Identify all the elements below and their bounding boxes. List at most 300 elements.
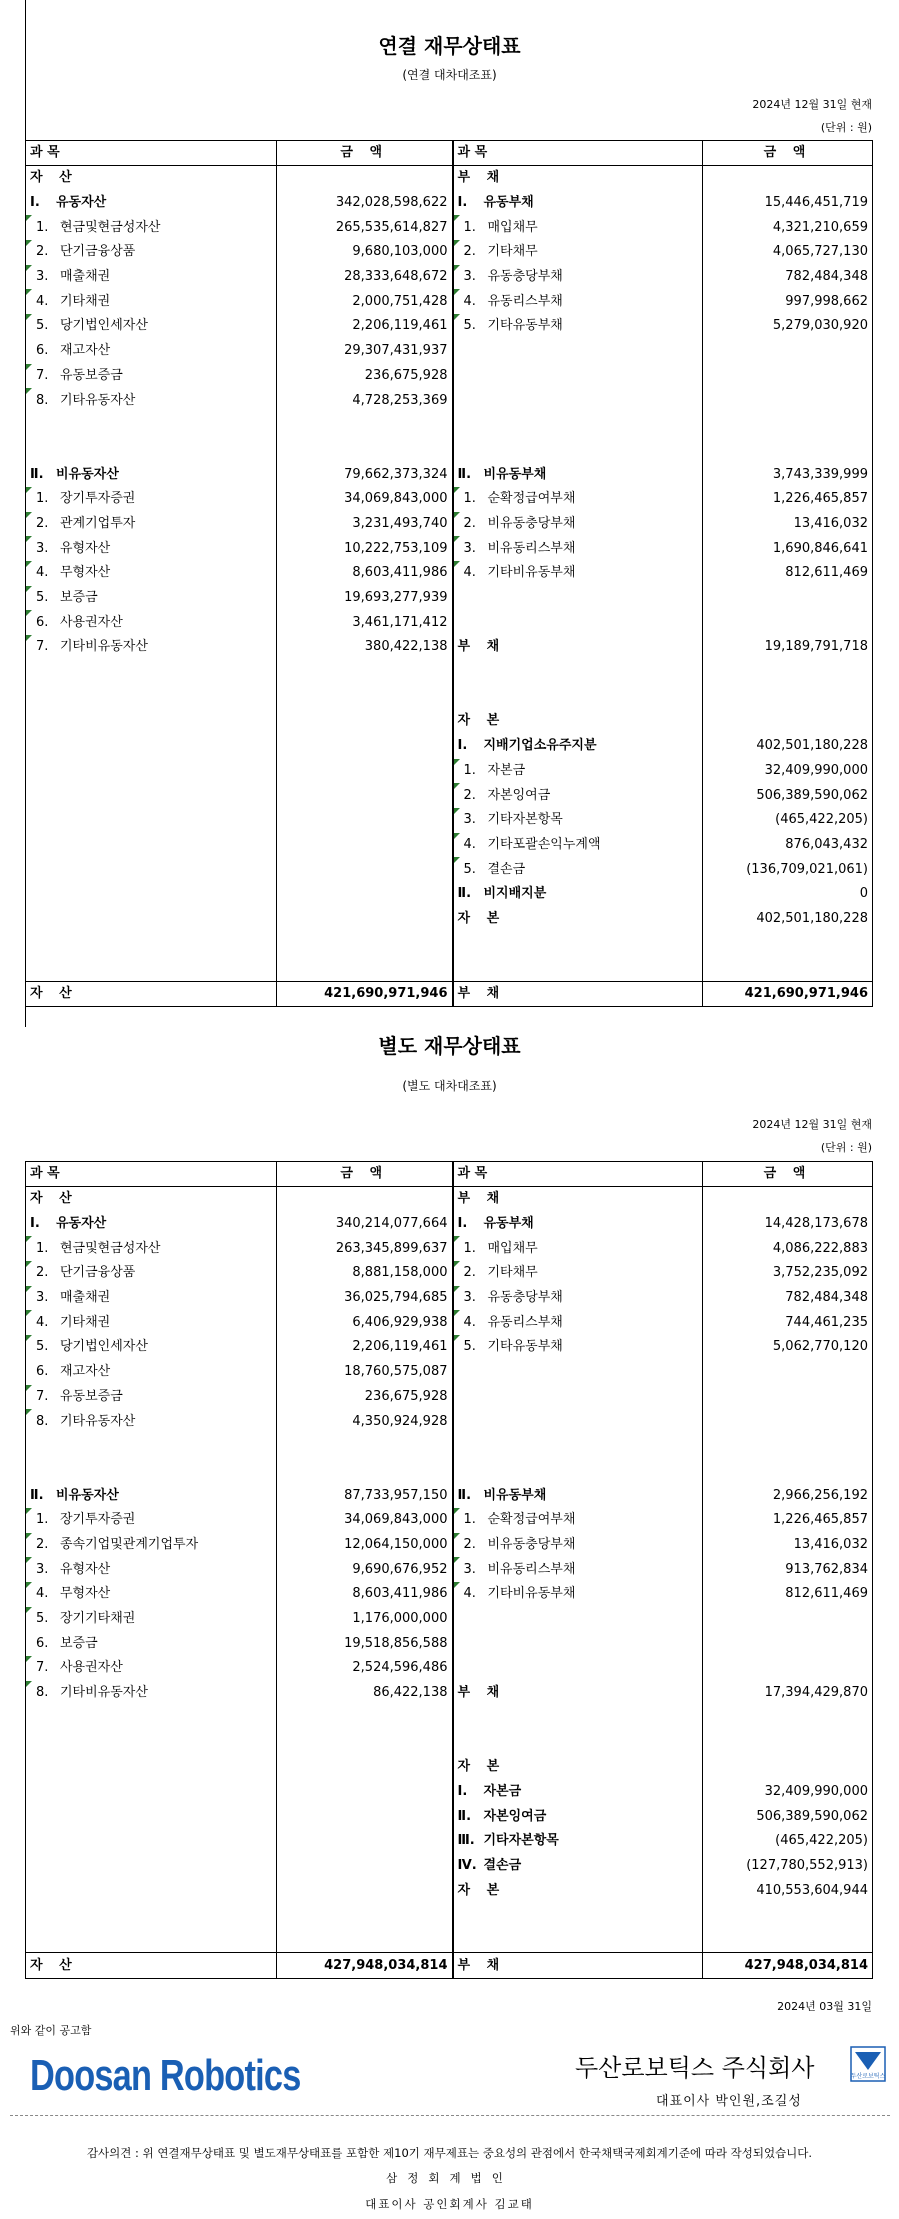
item-number: 4. [36,293,49,309]
asset-amount-cell [277,512,453,537]
asset-amount-cell [277,1780,453,1805]
asset-amount-cell [277,759,453,784]
company-ceo: 대표이사 박인원,조길성 [656,2094,802,2109]
item-name: 보증금 [60,590,98,606]
account-item [30,1385,272,1409]
asset-amount-cell [277,536,453,561]
item-number: 8. [36,1413,49,1429]
cell-marker-icon [454,1508,460,1514]
liability-amount-cell [703,364,873,389]
asset-item-cell [26,364,277,389]
liability-item-cell [453,1533,703,1558]
table-row [26,1705,873,1730]
amount-value: 402,501,180,228 [756,910,868,926]
total-liabilities-amount: 421,690,971,946 [703,981,873,1007]
table-row [26,413,873,438]
item-number: 1. [463,1240,476,1256]
cell-marker-icon [26,1681,32,1687]
table-row [26,1780,873,1805]
notice-date: 2024년 03월 31일 [777,2000,872,2013]
item-name: 기타채권 [60,1314,111,1330]
header-item-right: 과 목 [453,1162,703,1187]
asset-item-cell [26,487,277,512]
item-name: 비유동부채 [483,1487,547,1503]
liability-amount-cell [703,1508,873,1533]
liability-amount-cell [703,339,873,364]
item-name: 자본금 [483,1783,522,1799]
liability-item-cell [453,1557,703,1582]
cell-marker-icon [454,512,460,518]
liability-amount-cell [703,215,873,240]
item-name: 자본잉여금 [487,787,551,803]
item-number: 2. [463,244,476,260]
liability-amount-cell [703,586,873,611]
liability-item-cell [453,956,703,981]
cell-marker-icon [454,1286,460,1292]
asset-amount-cell [277,1705,453,1730]
cell-marker-icon [26,1533,32,1539]
asset-amount-cell [277,882,453,907]
liability-item-cell [453,1928,703,1953]
amount-value: 812,611,469 [785,1586,868,1602]
account-item [458,1780,699,1804]
account-item [458,216,699,240]
amount-value: 4,321,210,659 [772,219,868,235]
amount-value: 8,881,158,000 [352,1265,448,1281]
liability-amount-cell [703,1903,873,1928]
account-item [458,314,699,338]
table-row [26,1681,873,1706]
item-number: 4. [36,1314,49,1330]
cell-marker-icon [454,487,460,493]
item-name: 유동충당부채 [487,269,563,285]
liability-item-cell [453,265,703,290]
table-row [26,1928,873,1953]
asset-item-cell [26,1533,277,1558]
account-item [458,463,699,487]
item-name: 유동부채 [483,1216,534,1232]
item-name: 장기투자증권 [60,491,136,507]
liability-amount-cell [703,487,873,512]
total-assets-label: 자 산 [26,981,277,1007]
asset-amount-cell [277,289,453,314]
item-name: 기타비유동부채 [487,565,576,581]
asset-item-cell [26,1903,277,1928]
amount-value: 2,206,119,461 [352,1339,448,1355]
cell-marker-icon [454,808,460,814]
amount-value: 236,675,928 [364,1388,448,1404]
account-item [458,487,699,511]
cell-marker-icon [454,833,460,839]
amount-value: 32,409,990,000 [764,762,868,778]
table-row [26,1360,873,1385]
item-number: 4. [463,1314,476,1330]
item-name: 기타비유동자산 [60,639,148,655]
liability-item-cell [453,1212,703,1237]
liability-amount-cell [703,438,873,463]
amount-value: 812,611,469 [785,565,868,581]
amount-value: 4,728,253,369 [352,392,448,408]
liability-item-cell [453,1286,703,1311]
asset-item-cell [26,1409,277,1434]
table-row [26,240,873,265]
item-number: 3. [36,540,49,556]
asset-item-cell [26,1878,277,1903]
cell-marker-icon [26,1656,32,1662]
item-name: 단기금융상품 [60,244,136,260]
account-item [30,635,272,659]
item-number: 6. [36,1635,49,1651]
liability-item-cell [453,1360,703,1385]
amount-value: 10,222,753,109 [344,540,448,556]
account-item [458,833,699,857]
amount-value: 1,176,000,000 [352,1611,448,1627]
asset-amount-cell [277,339,453,364]
liability-amount-cell [703,388,873,413]
table-row [26,1212,873,1237]
footer-divider [10,2115,890,2116]
item-name: 유동충당부채 [487,1290,563,1306]
liability-item-cell [453,684,703,709]
separate-unit: (단위 : 원) [820,1141,872,1154]
asset-amount-cell [277,413,453,438]
amount-value: 34,069,843,000 [344,491,448,507]
item-number: Ⅲ. [457,1833,475,1849]
liability-amount-cell [703,1804,873,1829]
asset-amount-cell [277,709,453,734]
amount-value: 36,025,794,685 [344,1290,448,1306]
asset-amount-cell [277,586,453,611]
total-assets-label: 자 산 [26,1953,277,1979]
item-number: Ⅰ. [30,1216,40,1232]
amount-value: 5,279,030,920 [772,318,868,334]
item-number: 2. [463,1265,476,1281]
item-name: 매입채무 [487,1240,538,1256]
account-item [458,734,699,758]
asset-item-cell [26,1804,277,1829]
separate-date: 2024년 12월 31일 현재 [752,1118,872,1131]
account-item [30,487,272,511]
total-assets-amount: 427,948,034,814 [277,1953,453,1979]
header-item-right: 과 목 [453,141,703,166]
cell-marker-icon [26,1236,32,1242]
amount-value: 87,733,957,150 [344,1487,448,1503]
item-name: 무형자산 [60,1586,111,1602]
consolidated-subtitle: (연결 대차대조표) [402,68,497,82]
liability-amount-cell [703,265,873,290]
item-name: 기타채무 [487,1265,538,1281]
section-label: 부 채 [457,170,506,186]
section-label: 부 채 [457,639,506,655]
asset-item-cell [26,808,277,833]
table-row [26,660,873,685]
asset-amount-cell [277,734,453,759]
account-item [458,808,699,832]
liability-item-cell [453,1483,703,1508]
liability-amount-cell [703,1780,873,1805]
asset-item-cell [26,734,277,759]
account-item [458,1854,699,1878]
item-number: 5. [463,861,476,877]
account-item [30,389,272,413]
total-assets-amount: 421,690,971,946 [277,981,453,1007]
item-name: 기타비유동자산 [60,1685,148,1701]
asset-amount-cell [277,1187,453,1212]
asset-amount-cell [277,857,453,882]
asset-amount-cell [277,660,453,685]
cell-marker-icon [26,1385,32,1391]
account-item [458,1558,699,1582]
item-name: 비지배지분 [483,886,547,902]
liability-amount-cell [703,1582,873,1607]
liability-amount-cell [703,931,873,956]
section-label: 부 채 [457,1685,506,1701]
asset-item-cell [26,684,277,709]
asset-item-cell [26,1236,277,1261]
table-row [26,907,873,932]
liability-amount-cell [703,561,873,586]
table-row [26,1508,873,1533]
item-number: 3. [463,540,476,556]
cell-marker-icon [454,1582,460,1588]
liability-item-cell [453,438,703,463]
asset-item-cell [26,882,277,907]
item-number: 1. [36,1240,49,1256]
separate-balance-sheet [25,1161,873,1979]
liability-amount-cell [703,1434,873,1459]
liability-item-cell [453,882,703,907]
item-name: 비유동충당부채 [487,1536,576,1552]
item-name: 매입채무 [487,219,538,235]
asset-item-cell [26,536,277,561]
item-number: Ⅱ. [457,1487,472,1503]
seal-text: 두산로보틱스 [850,2073,886,2080]
item-name: 기타유동자산 [60,1413,136,1429]
account-item [458,784,699,808]
item-number: 5. [463,1339,476,1355]
asset-item-cell [26,783,277,808]
asset-item-cell [26,1360,277,1385]
header-amount-right: 금 액 [703,141,873,166]
table-row [26,1187,873,1212]
account-item [30,1360,272,1384]
asset-amount-cell [277,808,453,833]
item-name: 기타비유동부채 [487,1586,576,1602]
liability-item-cell [453,1582,703,1607]
liability-amount-cell [703,907,873,932]
liability-item-cell [453,1508,703,1533]
table-row [26,1854,873,1879]
table-row [26,1261,873,1286]
item-number: 5. [36,318,49,334]
item-name: 유동리스부채 [487,293,563,309]
liability-amount-cell [703,1631,873,1656]
liability-amount-cell [703,1557,873,1582]
publish-note: 위와 같이 공고함 [10,2024,92,2037]
liability-item-cell [453,1804,703,1829]
asset-item-cell [26,1508,277,1533]
liability-item-cell [453,1310,703,1335]
separate-subtitle: (별도 대차대조표) [402,1079,497,1093]
amount-value: 506,389,590,062 [756,1808,868,1824]
liability-amount-cell [703,882,873,907]
account-item [30,1261,272,1285]
liability-item-cell [453,289,703,314]
asset-amount-cell [277,783,453,808]
liability-item-cell [453,808,703,833]
cell-marker-icon [26,364,32,370]
cell-marker-icon [454,240,460,246]
asset-item-cell [26,512,277,537]
account-item [30,1237,272,1261]
item-number: 3. [36,1290,49,1306]
liability-amount-cell [703,734,873,759]
section-label: 자 본 [457,910,506,926]
liability-item-cell [453,191,703,216]
item-name: 유동자산 [56,1216,107,1232]
liability-item-cell [453,364,703,389]
account-item [458,1805,699,1829]
consolidated-title: 연결 재무상태표 [378,34,521,58]
asset-amount-cell [277,931,453,956]
table-row [26,512,873,537]
amount-value: 15,446,451,719 [764,195,868,211]
asset-item-cell [26,1557,277,1582]
asset-item-cell [26,833,277,858]
cell-marker-icon [26,487,32,493]
cell-marker-icon [454,1261,460,1267]
account-item [30,512,272,536]
liability-amount-cell [703,1261,873,1286]
cell-marker-icon [454,759,460,765]
liability-item-cell [453,1187,703,1212]
asset-amount-cell [277,1903,453,1928]
cell-marker-icon [454,783,460,789]
account-item [458,1484,699,1508]
asset-amount-cell [277,1730,453,1755]
asset-amount-cell [277,1829,453,1854]
asset-item-cell [26,907,277,932]
account-item [30,339,272,363]
account-item [30,1558,272,1582]
table-row [26,1730,873,1755]
item-name: 자본잉여금 [483,1808,547,1824]
asset-item-cell [26,709,277,734]
table-row [26,166,873,191]
amount-value: 5,062,770,120 [772,1339,868,1355]
amount-value: 86,422,138 [373,1685,448,1701]
cell-marker-icon [454,1236,460,1242]
liability-amount-cell [703,1236,873,1261]
asset-item-cell [26,191,277,216]
cell-marker-icon [26,1409,32,1415]
item-name: 사용권자산 [60,614,123,630]
asset-amount-cell [277,833,453,858]
asset-item-cell [26,1212,277,1237]
cell-marker-icon [26,1286,32,1292]
total-liabilities-label: 부 채 [453,981,703,1007]
amount-value: 2,206,119,461 [352,318,448,334]
item-name: 사용권자산 [60,1660,123,1676]
table-row [26,215,873,240]
table-row [26,1434,873,1459]
liability-amount-cell [703,1286,873,1311]
table-row [26,1878,873,1903]
asset-amount-cell [277,1310,453,1335]
header-item-left: 과 목 [26,1162,277,1187]
asset-item-cell [26,388,277,413]
amount-value: 744,461,235 [785,1314,868,1330]
account-item [30,1410,272,1434]
liability-amount-cell [703,833,873,858]
amount-value: 19,518,856,588 [344,1635,448,1651]
table-row [26,487,873,512]
liability-item-cell [453,1434,703,1459]
asset-amount-cell [277,1557,453,1582]
liability-item-cell [453,1780,703,1805]
item-name: 비유동리스부채 [487,1561,576,1577]
cell-marker-icon [454,289,460,295]
item-number: 7. [36,639,49,655]
asset-amount-cell [277,1508,453,1533]
item-number: 2. [36,515,49,531]
asset-amount-cell [277,364,453,389]
item-number: 5. [36,1611,49,1627]
liability-amount-cell [703,1681,873,1706]
header-amount-left: 금 액 [277,141,453,166]
amount-value: 18,760,575,087 [344,1364,448,1380]
liability-item-cell [453,1878,703,1903]
amount-value: (127,780,552,913) [746,1857,868,1873]
table-row [26,1459,873,1484]
liability-amount-cell [703,1310,873,1335]
amount-value: 1,226,465,857 [772,491,868,507]
account-item [458,759,699,783]
liability-item-cell [453,1631,703,1656]
section-label: 부 채 [457,1191,506,1207]
account-item [30,1656,272,1680]
liability-item-cell [453,1705,703,1730]
item-number: Ⅰ. [30,195,40,211]
asset-item-cell [26,1730,277,1755]
table-header [26,1162,873,1187]
liability-item-cell [453,413,703,438]
liability-amount-cell [703,1409,873,1434]
account-item [30,265,272,289]
header-amount-left: 금 액 [277,1162,453,1187]
table-row [26,1903,873,1928]
cell-marker-icon [454,1533,460,1539]
account-item [458,1582,699,1606]
liability-amount-cell [703,610,873,635]
cell-marker-icon [26,1261,32,1267]
asset-amount-cell [277,1360,453,1385]
item-name: 기타유동부채 [487,318,563,334]
asset-item-cell [26,1286,277,1311]
liability-item-cell [453,610,703,635]
item-number: 1. [36,219,49,235]
table-row [26,265,873,290]
item-number: Ⅱ. [457,1808,472,1824]
item-number: 5. [36,1339,49,1355]
item-name: 당기법인세자산 [60,318,148,334]
amount-value: 19,189,791,718 [764,639,868,655]
account-item [30,1582,272,1606]
table-row [26,833,873,858]
cell-marker-icon [26,240,32,246]
amount-value: 34,069,843,000 [344,1512,448,1528]
cell-marker-icon [26,388,32,394]
